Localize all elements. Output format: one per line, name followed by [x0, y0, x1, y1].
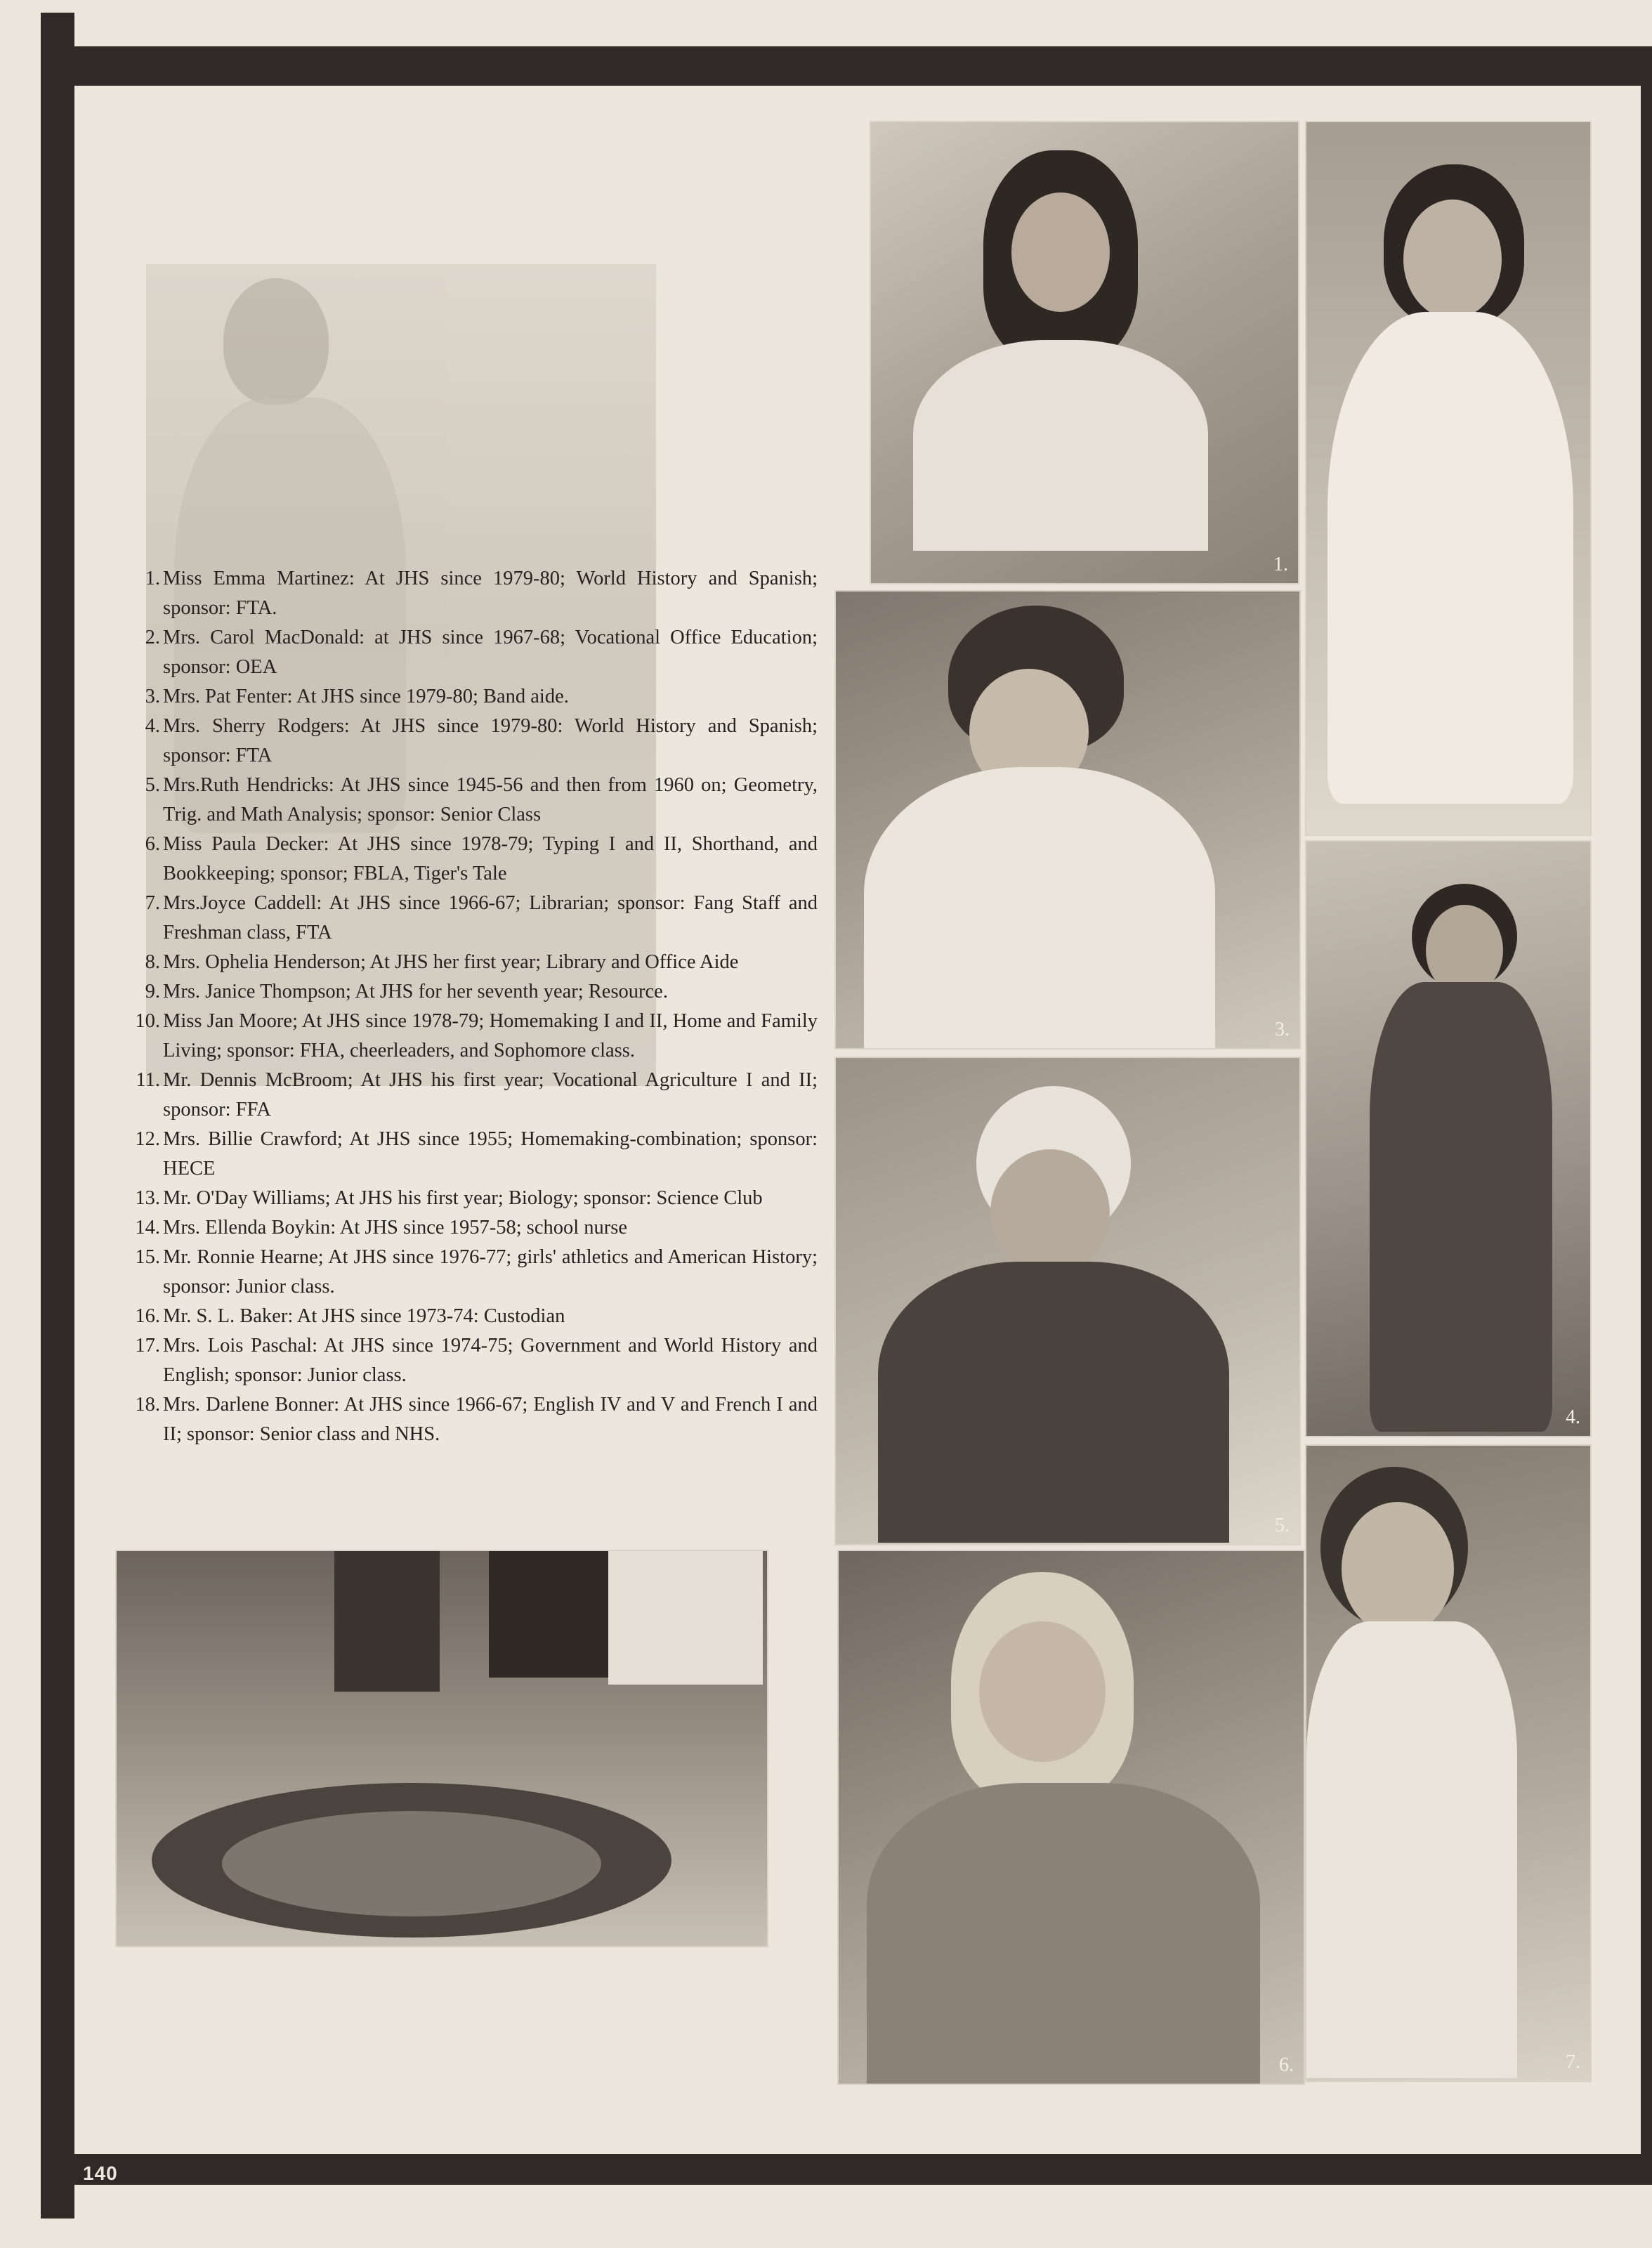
faculty-item-number: 14. [135, 1217, 160, 1239]
faculty-item-number: 16. [135, 1305, 160, 1327]
frame-top-bar [41, 46, 1652, 86]
faculty-list-item [129, 1302, 818, 1331]
faculty-item-number: 3. [145, 686, 160, 707]
faculty-item-text: Mrs. Ophelia Henderson; At JHS her first year; Library and Office Aide [163, 951, 739, 973]
faculty-list-item [129, 712, 818, 771]
faculty-list-item [129, 1390, 818, 1449]
frame-bottom-bar [41, 2154, 1652, 2185]
photo-7 [1305, 1444, 1592, 2082]
faculty-item-number: 5. [145, 774, 160, 796]
faculty-item-number: 2. [145, 627, 160, 648]
photo-number: 7. [1566, 2051, 1580, 2073]
faculty-item-text: Mrs.Joyce Caddell: At JHS since 1966-67; Librarian; sponsor: Fang Staff and Freshman class, FTA [163, 892, 818, 943]
faculty-list-item [129, 889, 818, 948]
frame-right-bar [1641, 46, 1652, 2185]
faculty-list-item [129, 1243, 818, 1302]
faculty-item-text: Miss Paula Decker: At JHS since 1978-79; Typing I and II, Shorthand, and Bookkeeping; sponsor; FBLA, Tiger's Tale [163, 833, 818, 884]
faculty-item-text: Mrs. Billie Crawford; At JHS since 1955; Homemaking-combination; sponsor: HECE [163, 1128, 818, 1179]
faculty-list-item [129, 682, 818, 712]
faculty-list-item [129, 564, 818, 623]
faculty-item-number: 10. [135, 1010, 160, 1032]
faculty-item-text: Mr. Dennis McBroom; At JHS his first year; Vocational Agriculture I and II; sponsor: FFA [163, 1069, 818, 1120]
frame-left-bar [41, 13, 74, 2218]
faculty-list-item [129, 948, 818, 977]
photo-5 [834, 1057, 1301, 1546]
group-socks-photo [115, 1550, 768, 1947]
faculty-item-text: Mrs. Janice Thompson; At JHS for her seventh year; Resource. [163, 981, 668, 1002]
photo-6 [837, 1550, 1305, 2085]
faculty-item-text: Mrs. Lois Paschal: At JHS since 1974-75; Government and World History and English; sponsor: Junior class. [163, 1335, 818, 1386]
photo-2 [1305, 121, 1592, 836]
photo-number: 5. [1275, 1515, 1290, 1536]
faculty-item-number: 1. [145, 568, 160, 589]
faculty-list-item [129, 977, 818, 1007]
photo-1 [870, 121, 1299, 584]
photo-4 [1305, 840, 1592, 1437]
faculty-item-number: 9. [145, 981, 160, 1002]
faculty-item-number: 12. [135, 1128, 160, 1150]
faculty-list-item [129, 771, 818, 830]
faculty-list-item [129, 1213, 818, 1243]
faculty-list-item [129, 623, 818, 682]
photo-number: 4. [1566, 1406, 1580, 1428]
faculty-item-number: 15. [135, 1246, 160, 1268]
photo-number: 3. [1275, 1019, 1290, 1040]
faculty-item-text: Mrs. Sherry Rodgers: At JHS since 1979-80: World History and Spanish; sponsor: FTA [163, 715, 818, 766]
faculty-list-item [129, 1007, 818, 1066]
faculty-item-text: Mrs. Pat Fenter: At JHS since 1979-80; Band aide. [163, 686, 569, 707]
faculty-list-item [129, 1066, 818, 1125]
faculty-item-number: 8. [145, 951, 160, 973]
faculty-item-text: Mrs.Ruth Hendricks: At JHS since 1945-56 and then from 1960 on; Geometry, Trig. and Math Analysis; sponsor: Senior Class [163, 774, 818, 825]
faculty-list-item [129, 1331, 818, 1390]
faculty-item-text: Miss Jan Moore; At JHS since 1978-79; Homemaking I and II, Home and Family Living; sponsor: FHA, cheerleaders, and Sophomore class. [163, 1010, 818, 1061]
photo-number: 6. [1279, 2054, 1294, 2076]
faculty-item-number: 11. [136, 1069, 160, 1091]
faculty-item-text: Mrs. Darlene Bonner: At JHS since 1966-67; English IV and V and French I and II; sponsor: Senior class and NHS. [163, 1394, 818, 1445]
faculty-item-number: 13. [135, 1187, 160, 1209]
faculty-item-number: 7. [145, 892, 160, 914]
faculty-item-text: Mr. O'Day Williams; At JHS his first year; Biology; sponsor: Science Club [163, 1187, 763, 1209]
faculty-list [129, 564, 818, 1449]
faculty-list-item [129, 830, 818, 889]
faculty-item-number: 18. [135, 1394, 160, 1416]
faculty-item-text: Mr. Ronnie Hearne; At JHS since 1976-77; girls' athletics and American History; sponsor: Junior class. [163, 1246, 818, 1298]
faculty-item-number: 17. [135, 1335, 160, 1357]
faculty-item-text: Mrs. Ellenda Boykin: At JHS since 1957-58; school nurse [163, 1217, 627, 1239]
faculty-item-text: Mrs. Carol MacDonald: at JHS since 1967-68; Vocational Office Education; sponsor: OEA [163, 627, 818, 678]
faculty-item-number: 6. [145, 833, 160, 855]
photo-3 [834, 590, 1301, 1050]
page-number: 140 [83, 2162, 118, 2184]
faculty-item-text: Mr. S. L. Baker: At JHS since 1973-74: Custodian [163, 1305, 565, 1327]
faculty-list-item [129, 1125, 818, 1184]
photo-number: 1. [1273, 554, 1288, 575]
faculty-item-number: 4. [145, 715, 160, 737]
faculty-item-text: Miss Emma Martinez: At JHS since 1979-80; World History and Spanish; sponsor: FTA. [163, 568, 818, 619]
faculty-list-item [129, 1184, 818, 1213]
